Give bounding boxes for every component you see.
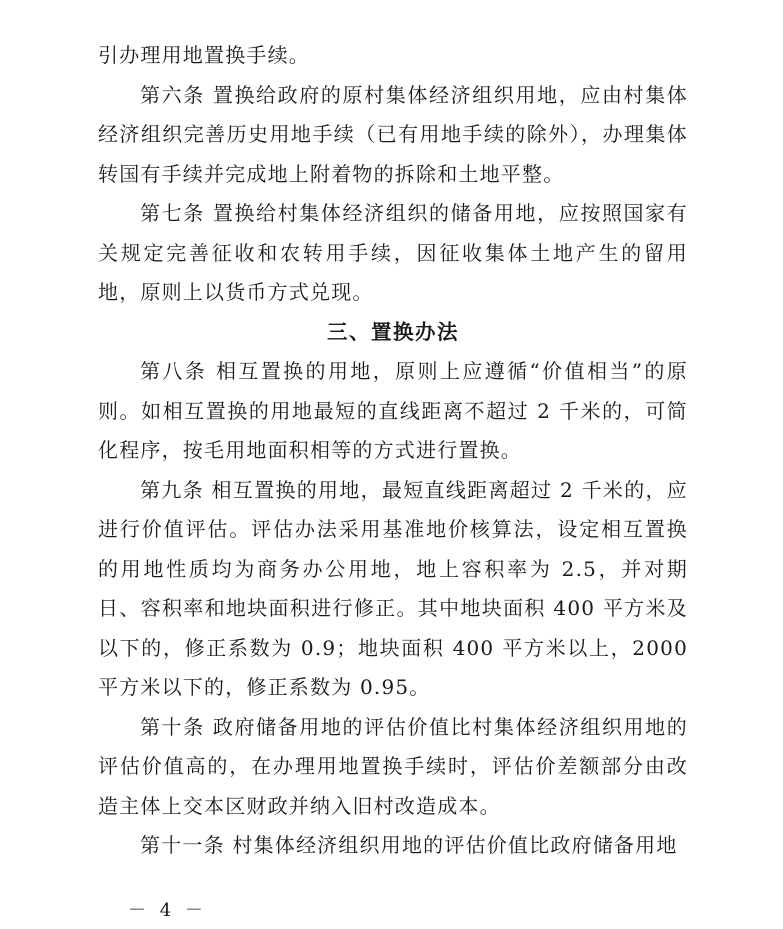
document-body (98, 36, 688, 866)
article-9: 第九条 相互置换的用地，最短直线距离超过 2 千米的，应进行价值评估。评估办法采用基准地价核算法，设定相互置换的用地性质均为商务办公用地，地上容积率为 2.5，并对期日、容积率和地块面积进行修正。其中地块面积 400 平方米及以下的，修正系数为 0.9；地块面积 400 平方米以上，2000 平方米以下的，修正系数为 0.95。 (98, 477, 688, 699)
article-8: 第八条 相互置换的用地，原则上应遵循“价值相当”的原则。如相互置换的用地最短的直线距离不超过 2 千米的，可简化程序，按毛用地面积相等的方式进行置换。 (98, 359, 688, 462)
article-10: 第十条 政府储备用地的评估价值比村集体经济组织用地的评估价值高的，在办理用地置换手续时，评估价差额部分由改造主体上交本区财政并纳入旧村改造成本。 (98, 714, 688, 818)
paragraph-continuation: 引办理用地置换手续。 (98, 43, 310, 67)
article-6: 第六条 置换给政府的原村集体经济组织用地，应由村集体经济组织完善历史用地手续（已有用地手续的除外），办理集体转国有手续并完成地上附着物的拆除和土地平整。 (98, 82, 688, 186)
article-11: 第十一条 村集体经济组织用地的评估价值比政府储备用地 (140, 833, 678, 857)
page-number: － 4 － (128, 900, 207, 921)
article-7: 第七条 置换给村集体经济组织的储备用地，应按照国家有关规定完善征收和农转用手续，因征收集体土地产生的留用地，原则上以货币方式兑现。 (98, 201, 688, 304)
section-heading: 三、置换办法 (327, 319, 459, 344)
